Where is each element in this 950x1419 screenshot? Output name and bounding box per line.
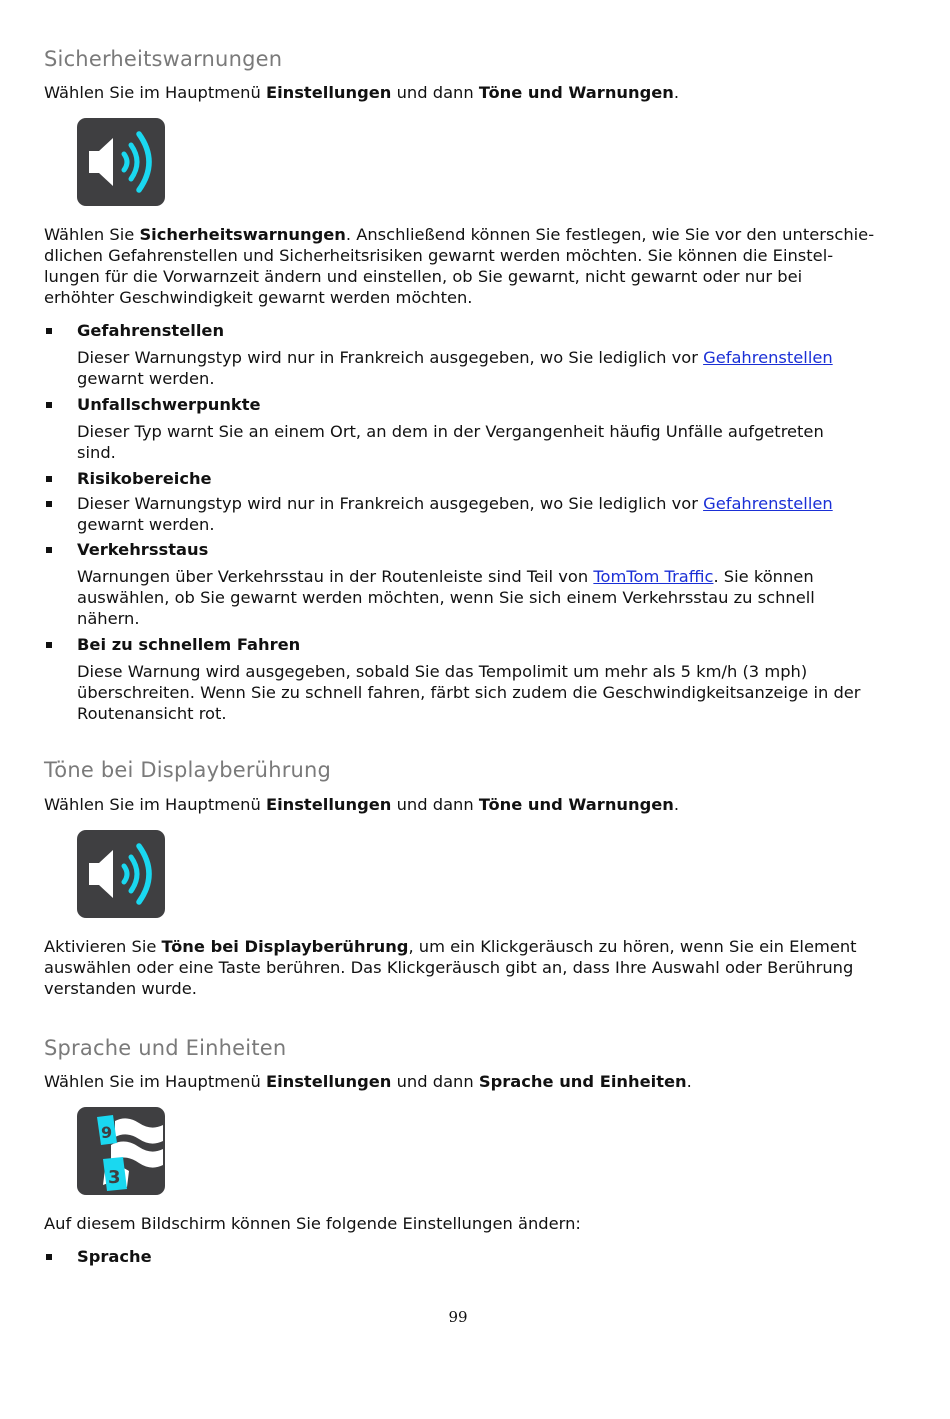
warning-list [44, 320, 914, 724]
section-heading: Töne bei Displayberührung [44, 758, 332, 782]
intro-paragraph [44, 794, 904, 815]
list-item [44, 320, 914, 341]
item-description [44, 661, 914, 724]
bullet-marker [46, 642, 52, 648]
text-line: gewarnt werden. [77, 369, 215, 388]
text-line: dlichen Gefahrenstellen und Sicherheitsrisiken gewarnt werden möchten. Sie können die Einstel- [44, 246, 834, 265]
list-item [44, 634, 914, 655]
bullet-marker [46, 476, 52, 482]
text-line: verstanden wurde. [44, 979, 197, 998]
bullet-marker [46, 501, 52, 507]
text-line: auswählen oder eine Taste berühren. Das Klickgeräusch gibt an, dass Ihre Auswahl oder Berührung [44, 958, 854, 977]
intro-paragraph [44, 1071, 904, 1092]
text: Aktivieren Sie [44, 937, 162, 956]
text-line: gewarnt werden. [77, 515, 215, 534]
text: Wählen Sie im Hauptmenü [44, 795, 266, 814]
text-line: Diese Warnung wird ausgegeben, sobald Sie das Tempolimit um mehr als 5 km/h (3 mph) [77, 662, 808, 681]
text-line: nähern. [77, 609, 140, 628]
item-title: Bei zu schnellem Fahren [77, 635, 301, 654]
text: und dann [391, 1072, 479, 1091]
tomtom-traffic-link[interactable]: TomTom Traffic [593, 567, 714, 586]
bullet-marker [46, 328, 52, 334]
setting-name: Töne bei Displayberührung [161, 937, 409, 956]
text: Wählen Sie im Hauptmenü [44, 83, 266, 102]
text-line: sind. [77, 443, 116, 462]
text: . Anschließend können Sie festlegen, wie Sie vor den unterschie- [345, 225, 875, 244]
bullet-marker [46, 1254, 52, 1260]
svg-text:3: 3 [108, 1167, 121, 1188]
list-item [44, 539, 914, 560]
speaker-sound-icon [77, 830, 165, 918]
item-description [44, 566, 914, 629]
menu-name: Einstellungen [265, 795, 392, 814]
setting-name: Sicherheitswarnungen [139, 225, 346, 244]
text: Wählen Sie [44, 225, 140, 244]
gefahrenstellen-link[interactable]: Gefahrenstellen [703, 494, 833, 513]
page-number: 99 [448, 1308, 468, 1326]
item-title: Risikobereiche [77, 469, 212, 488]
menu-name: Töne und Warnungen [478, 83, 674, 102]
description-paragraph [44, 936, 914, 999]
text: Dieser Warnungstyp wird nur in Frankreich ausgegeben, wo Sie lediglich vor [77, 494, 704, 513]
text: Warnungen über Verkehrsstau in der Routenleiste sind Teil von [77, 567, 594, 586]
item-title: Verkehrsstaus [77, 540, 209, 559]
item-description [44, 347, 914, 389]
text: . [686, 1072, 692, 1091]
text-line: Routenansicht rot. [77, 704, 227, 723]
text-line: erhöhter Geschwindigkeit gewarnt werden möchten. [44, 288, 473, 307]
text-line: Auf diesem Bildschirm können Sie folgende Einstellungen ändern: [44, 1214, 581, 1233]
description-paragraph [44, 1213, 914, 1234]
list-item [44, 394, 914, 415]
section-heading: Sicherheitswarnungen [44, 47, 283, 71]
speaker-sound-icon [77, 118, 165, 206]
menu-name: Töne und Warnungen [478, 795, 674, 814]
list-item [44, 493, 914, 535]
item-description [44, 421, 914, 463]
text: Dieser Warnungstyp wird nur in Frankreich ausgegeben, wo Sie lediglich vor [77, 348, 704, 367]
text: und dann [391, 83, 479, 102]
language-flag-icon [77, 1107, 165, 1195]
menu-name: Einstellungen [265, 1072, 392, 1091]
list-item [44, 1246, 947, 1267]
menu-name: Sprache und Einheiten [478, 1072, 687, 1091]
text: . [673, 83, 680, 102]
text-line: Dieser Typ warnt Sie an einem Ort, an dem in der Vergangenheit häufig Unfälle aufgetreten [77, 422, 824, 441]
list-item [44, 468, 914, 489]
text-line: überschreiten. Wenn Sie zu schnell fahren, färbt sich zudem die Geschwindigkeitsanzeige in der [77, 683, 861, 702]
bullet-marker [46, 402, 52, 408]
item-title: Gefahrenstellen [77, 321, 225, 340]
text-line: lungen für die Vorwarnzeit ändern und einstellen, ob Sie gewarnt, nicht gewarnt oder nur bei [44, 267, 803, 286]
text: . [673, 795, 680, 814]
gefahrenstellen-link[interactable]: Gefahrenstellen [703, 348, 833, 367]
text: . Sie können [713, 567, 814, 586]
text-line: auswählen, ob Sie gewarnt werden möchten, wenn Sie sich einem Verkehrsstau zu schnell [77, 588, 815, 607]
item-title: Unfallschwerpunkte [77, 395, 261, 414]
menu-name: Einstellungen [265, 83, 392, 102]
text: Wählen Sie im Hauptmenü [44, 1072, 266, 1091]
bullet-marker [46, 547, 52, 553]
text: , um ein Klickgeräusch zu hören, wenn Sie ein Element [408, 937, 857, 956]
svg-text:9: 9 [101, 1123, 113, 1142]
intro-paragraph [44, 82, 904, 103]
item-title: Sprache [77, 1247, 152, 1266]
section-heading: Sprache und Einheiten [44, 1036, 287, 1060]
description-paragraph [44, 224, 914, 308]
text: und dann [391, 795, 479, 814]
